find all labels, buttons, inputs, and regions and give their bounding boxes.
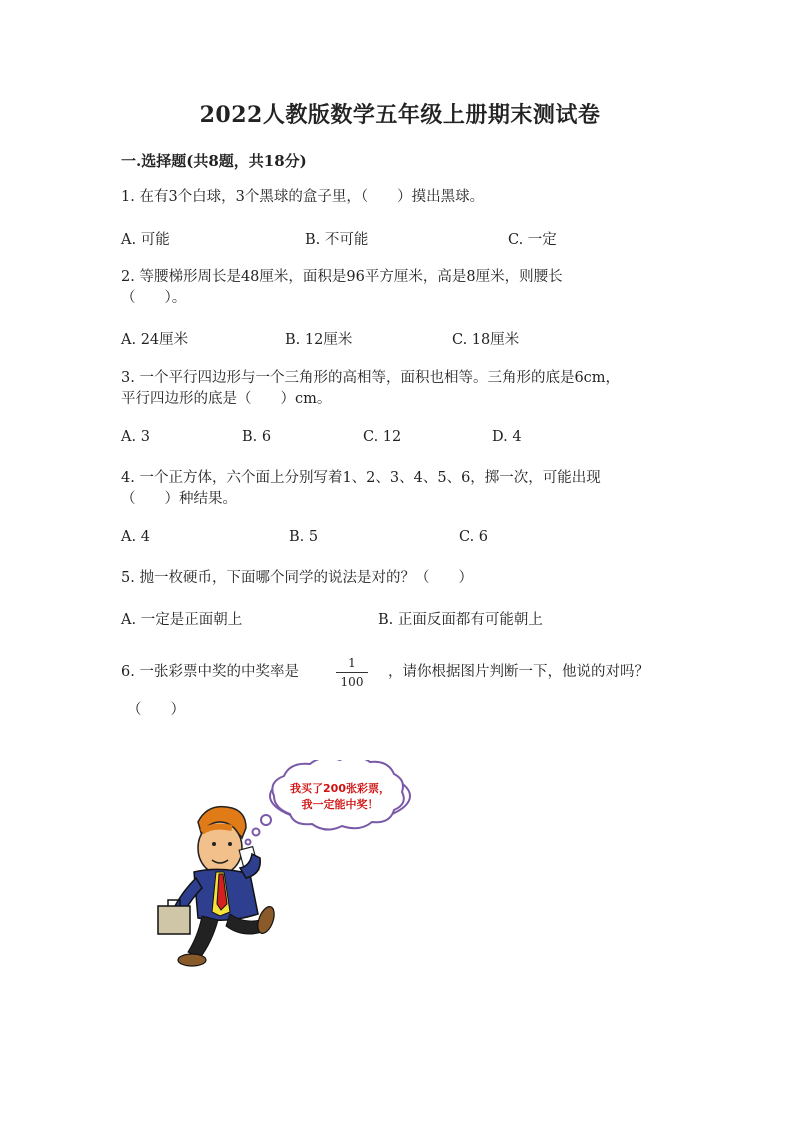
thought-bubble <box>246 760 411 845</box>
q4-option-b: B. 5 <box>289 529 319 545</box>
fraction-numerator: 1 <box>348 656 356 670</box>
fraction-bar <box>336 672 368 673</box>
page-title: 2022人教版数学五年级上册期末测试卷 <box>199 102 601 128</box>
question-5: 5. 抛一枚硬币，下面哪个同学的说法是对的？（ ） <box>121 570 473 586</box>
bubble-text-line1: 我买了200张彩票， <box>290 782 390 795</box>
q1-option-a: A. 可能 <box>121 232 170 248</box>
q2-option-c: C. 18厘米 <box>452 332 520 348</box>
lottery-man-illustration <box>150 760 420 979</box>
cartoon-man-icon <box>150 760 420 975</box>
q3-option-c: C. 12 <box>363 429 402 445</box>
q3-option-b: B. 6 <box>242 429 272 445</box>
q3-option-a: A. 3 <box>121 429 150 445</box>
q5-option-b: B. 正面反面都有可能朝上 <box>378 612 543 628</box>
question-4: 4. 一个正方体，六个面上分别写着1、2、3、4、5、6，掷一次，可能出现 <box>121 470 601 486</box>
q2-option-b: B. 12厘米 <box>285 332 353 348</box>
question-2-line2: （ ）。 <box>121 290 187 306</box>
q4-option-c: C. 6 <box>459 529 489 545</box>
q3-option-d: D. 4 <box>492 429 522 445</box>
q1-option-b: B. 不可能 <box>305 232 369 248</box>
fraction-1-over-100 <box>336 656 368 689</box>
section-heading: 一.选择题(共8题，共18分) <box>121 152 307 170</box>
q1-option-c: C. 一定 <box>508 232 557 248</box>
bubble-text-line2: 我一定能中奖！ <box>301 798 379 811</box>
q2-option-a: A. 24厘米 <box>121 332 189 348</box>
question-6-cont: ，请你根据图片判断一下，他说的对吗？ <box>388 664 649 680</box>
q5-option-a: A. 一定是正面朝上 <box>121 612 243 628</box>
question-6-line2: （ ） <box>127 702 185 718</box>
question-4-line2: （ ）种结果。 <box>121 491 237 507</box>
question-3: 3. 一个平行四边形与一个三角形的高相等，面积也相等。三角形的底是6cm， <box>121 370 621 386</box>
question-3-line2: 平行四边形的底是（ ）cm。 <box>121 391 332 407</box>
question-6: 6. 一张彩票中奖的中奖率是 <box>121 664 299 680</box>
question-2: 2. 等腰梯形周长是48厘米，面积是96平方厘米，高是8厘米，则腰长 <box>121 269 563 285</box>
q4-option-a: A. 4 <box>121 529 150 545</box>
question-1: 1. 在有3个白球，3个黑球的盒子里，（ ）摸出黑球。 <box>121 189 485 205</box>
fraction-denominator: 100 <box>340 675 364 689</box>
